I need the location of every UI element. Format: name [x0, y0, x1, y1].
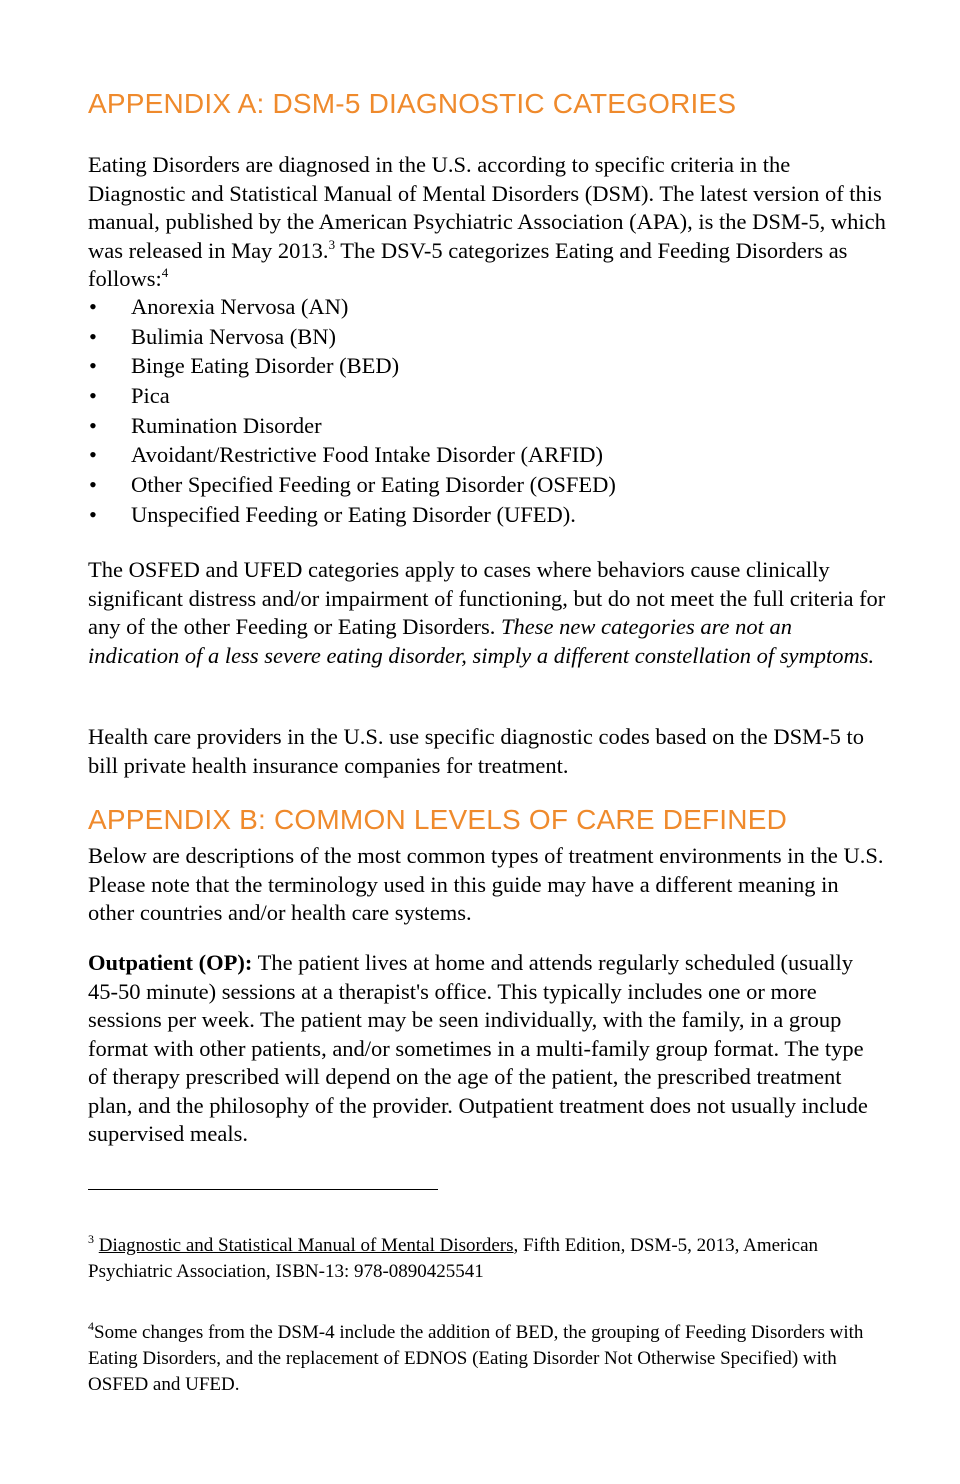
list-item-text: Pica	[131, 383, 170, 409]
appendix-a-intro	[88, 151, 888, 294]
list-item-text: Unspecified Feeding or Eating Disorder (UFED).	[131, 501, 576, 527]
list-item	[88, 381, 888, 411]
list-item-text: Avoidant/Restrictive Food Intake Disorder (ARFID)	[131, 442, 603, 468]
list-item-text: Other Specified Feeding or Eating Disorder (OSFED)	[131, 472, 616, 498]
diagnostic-categories	[88, 292, 888, 530]
footnote-ref-4[interactable]: 4	[161, 265, 169, 280]
list-item-text: Anorexia Nervosa (AN)	[131, 294, 349, 319]
appendix-b-intro-text: Below are descriptions of the most common types of treatment environments in the U.S. Please note that the terminology used in this guide may have a different meaning in other countries and/or health care systems.	[88, 843, 884, 925]
footnote-text: , Fifth Edition, DSM-5, 2013, American Psychiatric Association, ISBN-13: 978-0890425541	[88, 1235, 819, 1282]
intro-paragraph	[88, 151, 888, 294]
list-item	[88, 322, 888, 352]
appendix-b-heading: APPENDIX B: COMMON LEVELS OF CARE DEFINED	[88, 804, 787, 835]
footnote-divider	[88, 1189, 438, 1190]
list-item-text: Binge Eating Disorder (BED)	[131, 353, 400, 379]
appendix-a-heading: APPENDIX A: DSM-5 DIAGNOSTIC CATEGORIES	[88, 88, 737, 119]
list-item-text: Rumination Disorder	[131, 412, 322, 438]
bullet-icon: •	[89, 383, 97, 409]
outpatient-text-block	[88, 949, 888, 1149]
bullet-icon: •	[89, 472, 97, 498]
billing-paragraph	[88, 723, 888, 780]
footnote-marker: 4	[88, 1319, 94, 1333]
list-item	[88, 440, 888, 470]
outpatient-label: Outpatient (OP):	[88, 950, 253, 975]
footnote-title: Diagnostic and Statistical Manual of Mental Disorders	[98, 1235, 514, 1256]
outpatient-paragraph	[88, 949, 888, 1149]
bullet-icon: •	[89, 501, 97, 527]
footnote-4	[88, 1320, 888, 1398]
bullet-icon: •	[89, 442, 97, 468]
footnote-3-text-block	[88, 1233, 888, 1285]
list-item	[88, 292, 888, 322]
bullet-icon: •	[89, 323, 97, 349]
list-item	[88, 351, 888, 381]
osfed-text-block	[88, 556, 888, 670]
intro-text-2: The DSV-5 categorizes Eating and Feeding Disorders as follows:	[88, 237, 848, 291]
appendix-b-intro	[88, 842, 888, 928]
intro-text-1: Eating Disorders are diagnosed in the U.S. according to specific criteria in the Diagnostic and Statistical Manual of Mental Disorders (DSM). The latest version of this manual, published by the American Psychiatric Association (APA), is the DSM-5, which was released in May 2013.	[88, 152, 886, 263]
osfed-paragraph	[88, 556, 888, 670]
list-item-text: Bulimia Nervosa (BN)	[131, 323, 336, 349]
bullet-icon: •	[89, 412, 97, 438]
footnote-text: Some changes from the DSM-4 include the addition of BED, the grouping of Feeding Disorders with Eating Disorders, and the replacement of EDNOS (Eating Disorder Not Otherwise Specified) with OSFED and UFED.	[88, 1322, 864, 1395]
footnote-marker: 3	[88, 1232, 94, 1246]
bullet-icon: •	[89, 294, 97, 319]
bullet-icon: •	[89, 353, 97, 379]
footnote-ref-3[interactable]: 3	[328, 236, 336, 252]
list-item	[88, 500, 888, 530]
category-list	[88, 292, 888, 530]
osfed-text: The OSFED and UFED categories apply to cases where behaviors cause clinically significant distress and/or impairment of functioning, but do not meet the full criteria for any of the other Feeding or Eating Disorders.	[88, 557, 886, 639]
billing-text: Health care providers in the U.S. use specific diagnostic codes based on the DSM-5 to bill private health insurance companies for treatment.	[88, 724, 865, 778]
osfed-italic-note: These new categories are not an indication of a less severe eating disorder, simply a different constellation of symptoms.	[88, 614, 875, 668]
outpatient-text: The patient lives at home and attends regularly scheduled (usually 45-50 minute) sessions at a therapist's office. This typically includes one or more sessions per week. The patient may be seen individually, with the family, in a group format with other patients, and/or sometimes in a multi-family group format. The type of therapy prescribed will depend on the age of the patient, the prescribed treatment plan, and the philosophy of the provider. Outpatient treatment does not usually include supervised meals.	[88, 950, 868, 1146]
footnote-4-text-block	[88, 1320, 888, 1398]
list-item	[88, 470, 888, 500]
footnote-3	[88, 1233, 888, 1285]
list-item	[88, 411, 888, 441]
